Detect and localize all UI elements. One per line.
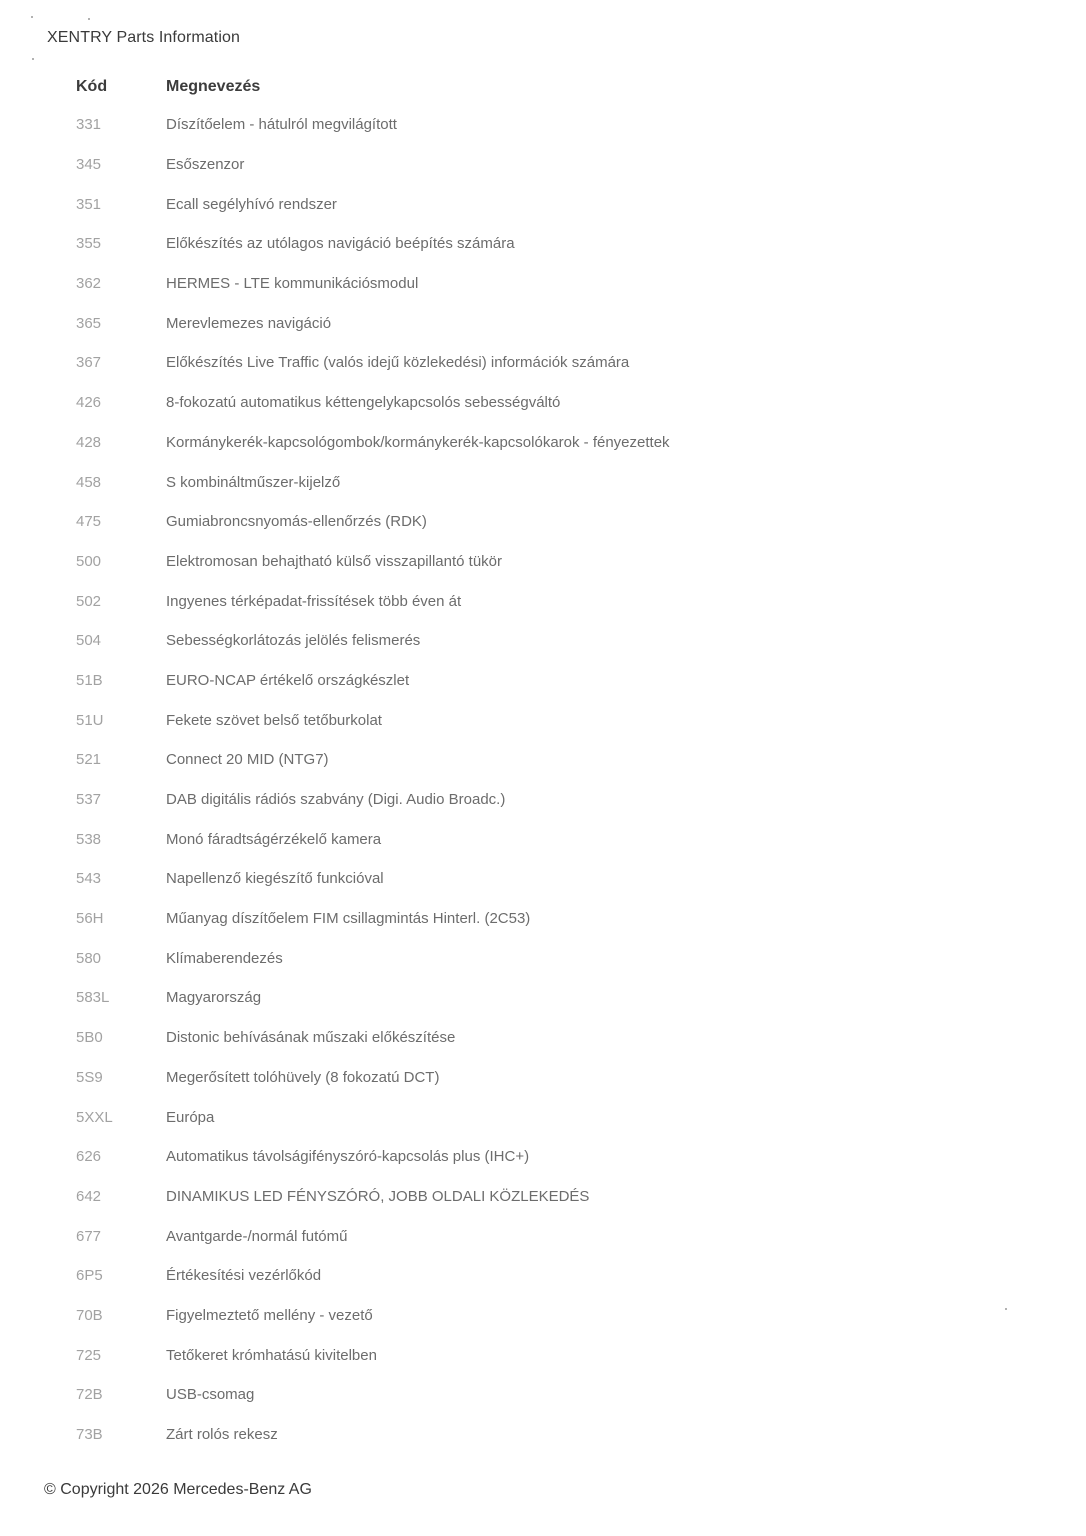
page-header-title: XENTRY Parts Information [47,29,240,46]
table-row [76,938,796,978]
option-description: Ingyenes térképadat-frissítések több éven át [166,592,462,610]
option-description: Előkészítés az utólagos navigáció beépítés számára [166,235,515,253]
option-code: 500 [76,552,102,570]
option-code: 331 [76,116,102,134]
option-code: 458 [76,473,102,491]
option-code: 580 [76,949,102,967]
scan-speck [32,58,34,60]
table-row [76,1018,796,1058]
option-description: Monó fáradtságérzékelő kamera [166,830,382,848]
table-row [76,1177,796,1217]
option-code: 583L [76,989,110,1007]
option-description: Gumiabroncsnyomás-ellenőrzés (RDK) [166,513,427,531]
option-code: 502 [76,592,102,610]
option-description: Megerősített tolóhüvely (8 fokozatú DCT) [166,1068,440,1086]
option-description: Merevlemezes navigáció [166,314,332,332]
option-description: 8-fokozatú automatikus kéttengelykapcsolós sebességváltó [166,394,561,412]
scan-speck [1005,1308,1007,1310]
option-code: 362 [76,275,102,293]
option-description: Figyelmeztető mellény - vezető [166,1306,373,1324]
table-row [76,303,796,343]
table-row [76,621,796,661]
option-description: USB-csomag [166,1386,255,1404]
table-row [76,502,796,542]
option-code: 537 [76,791,102,809]
option-code: 5S9 [76,1068,103,1086]
option-description: Értékesítési vezérlőkód [166,1267,322,1285]
option-code: 543 [76,870,102,888]
table-row [76,859,796,899]
option-description: Avantgarde-/normál futómű [166,1227,348,1245]
table-row [76,542,796,582]
option-description: Napellenző kiegészítő funkcióval [166,870,384,888]
option-code: 70B [76,1306,103,1324]
table-row [76,184,796,224]
scan-speck [31,16,33,18]
option-description: Kormánykerék-kapcsológombok/kormánykerék-kapcsolókarok - fényezettek [166,433,670,451]
table-row [76,1256,796,1296]
table-row [76,661,796,701]
table-row [76,1137,796,1177]
table-row [76,1058,796,1098]
option-description: Distonic behívásának műszaki előkészítése [166,1029,456,1047]
option-description: Connect 20 MID (NTG7) [166,751,329,769]
table-row [76,1415,796,1455]
table-row [76,423,796,463]
table-row [76,1375,796,1415]
option-code: 5B0 [76,1029,103,1047]
option-description: HERMES - LTE kommunikációsmodul [166,275,419,293]
option-description: EURO-NCAP értékelő országkészlet [166,671,410,689]
table-row [76,899,796,939]
option-description: Európa [166,1108,215,1126]
option-code: 677 [76,1227,102,1245]
option-description: Műanyag díszítőelem FIM csillagmintás Hinterl. (2C53) [166,910,531,928]
option-code: 351 [76,195,102,213]
option-code: 367 [76,354,102,372]
option-description: Esőszenzor [166,156,245,174]
option-code: 365 [76,314,102,332]
option-code: 51U [76,711,104,729]
column-header-name: Megnevezés [166,78,261,95]
table-row [76,105,796,145]
option-description: Díszítőelem - hátulról megvilágított [166,116,397,134]
option-description: Automatikus távolságifényszóró-kapcsolás plus (IHC+) [166,1148,530,1166]
table-row [76,462,796,502]
option-description: Ecall segélyhívó rendszer [166,195,337,213]
option-description: Tetőkeret krómhatású kivitelben [166,1346,377,1364]
option-description: Elektromosan behajtható külső visszapillantó tükör [166,552,503,570]
option-code: 538 [76,830,102,848]
option-code: 475 [76,513,102,531]
option-description: S kombináltműszer-kijelző [166,473,341,491]
option-code: 5XXL [76,1108,113,1126]
table-row [76,740,796,780]
option-code: 626 [76,1148,102,1166]
table-row [76,1097,796,1137]
table-row [76,343,796,383]
option-description: DINAMIKUS LED FÉNYSZÓRÓ, JOBB OLDALI KÖZLEKEDÉS [166,1187,590,1205]
option-description: Magyarország [166,989,262,1007]
option-code: 345 [76,156,102,174]
option-description: Sebességkorlátozás jelölés felismerés [166,632,421,650]
option-code: 642 [76,1187,102,1205]
option-description: Zárt rolós rekesz [166,1426,278,1444]
table-row [76,145,796,185]
table-row [76,383,796,423]
table-row [76,780,796,820]
table-row [76,1296,796,1336]
option-code: 51B [76,671,103,689]
column-header-code: Kód [76,78,108,95]
table-row [76,700,796,740]
table-row [76,978,796,1018]
table-row [76,819,796,859]
option-code: 56H [76,910,104,928]
table-header-row [76,72,796,102]
scan-speck [88,18,90,20]
table-row [76,224,796,264]
option-description: Klímaberendezés [166,949,283,967]
option-description: Előkészítés Live Traffic (valós idejű közlekedési) információk számára [166,354,630,372]
option-code: 725 [76,1346,102,1364]
option-code: 428 [76,433,102,451]
copyright-footer: © Copyright 2026 Mercedes-Benz AG [44,1481,312,1498]
table-row [76,1335,796,1375]
option-code: 504 [76,632,102,650]
option-code: 426 [76,394,102,412]
option-code: 355 [76,235,102,253]
option-code: 72B [76,1386,103,1404]
option-code: 73B [76,1426,103,1444]
table-row [76,264,796,304]
table-body [76,105,796,1454]
option-description: Fekete szövet belső tetőburkolat [166,711,382,729]
option-code: 6P5 [76,1267,103,1285]
parts-table [76,72,796,1454]
table-row [76,581,796,621]
option-code: 521 [76,751,102,769]
option-description: DAB digitális rádiós szabvány (Digi. Audio Broadc.) [166,791,506,809]
table-row [76,1216,796,1256]
